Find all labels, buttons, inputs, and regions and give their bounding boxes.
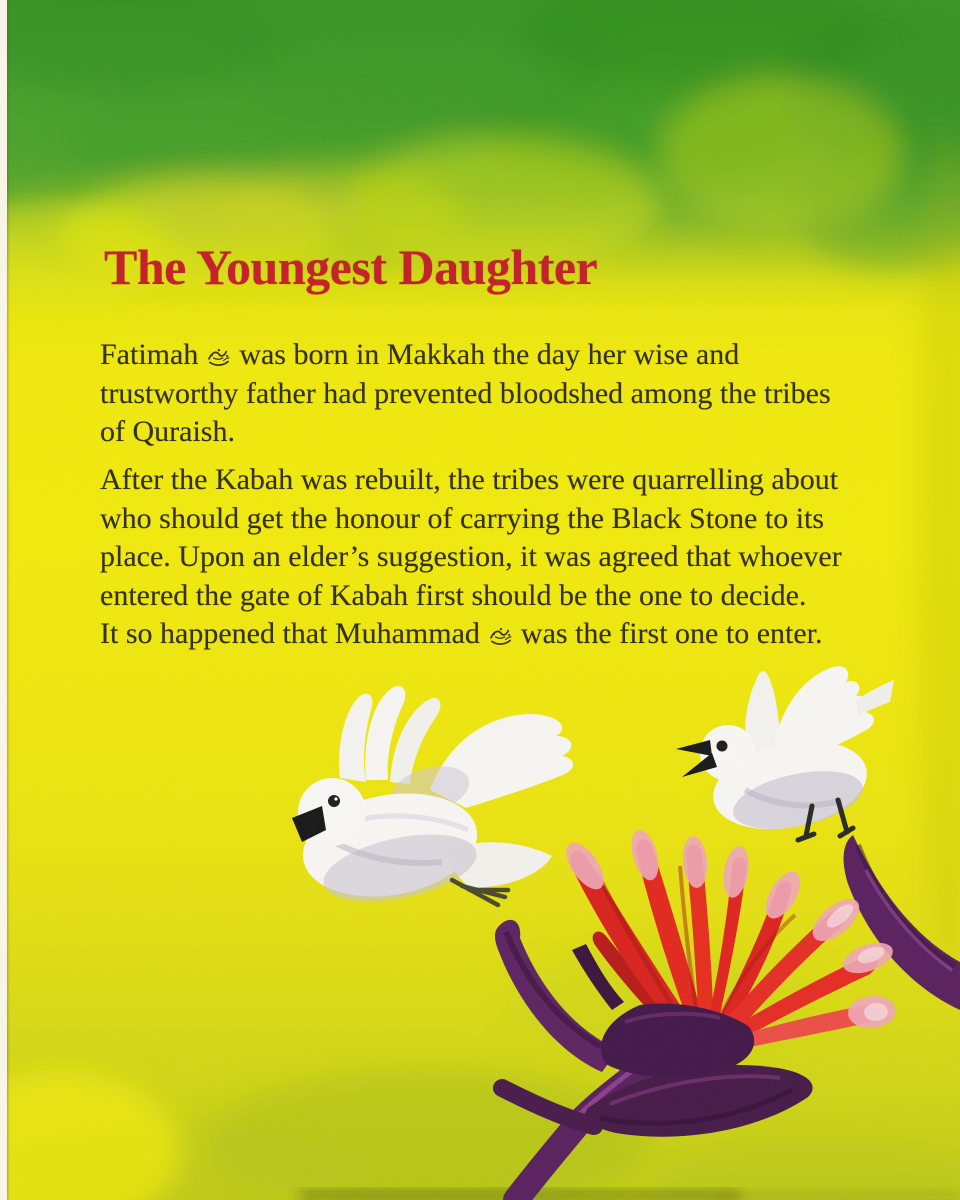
text-line: After the Kabah was rebuilt, the tribes were quarrelling about [100, 463, 839, 496]
text-line: who should get the honour of carrying the Black Stone to its [100, 501, 825, 535]
honorific-calligraphy-icon [489, 626, 513, 646]
text-line [100, 336, 900, 375]
text-line: entered the gate of Kabah first should be the one to decide. [100, 578, 807, 612]
line-text: It so happened that Muhammad [100, 617, 480, 650]
line-text: was the first one to enter. [520, 617, 823, 650]
text-line: trustworthy father had prevented bloodshed among the tribes [100, 376, 831, 410]
text-line [100, 615, 900, 654]
text-line: of Quraish. [100, 415, 235, 448]
page-title: The Youngest Daughter [104, 239, 598, 295]
line-text: was born in Makkah the day her wise and [239, 338, 740, 371]
line-text: Fatimah [100, 338, 199, 371]
story-text [100, 336, 900, 654]
page-edge-margin [0, 0, 7, 1200]
paragraph-2 [100, 461, 900, 654]
text-line: place. Upon an elder’s suggestion, it was agreed that whoever [100, 540, 842, 573]
paragraph-1 [100, 336, 900, 452]
honorific-calligraphy-icon [207, 347, 231, 367]
